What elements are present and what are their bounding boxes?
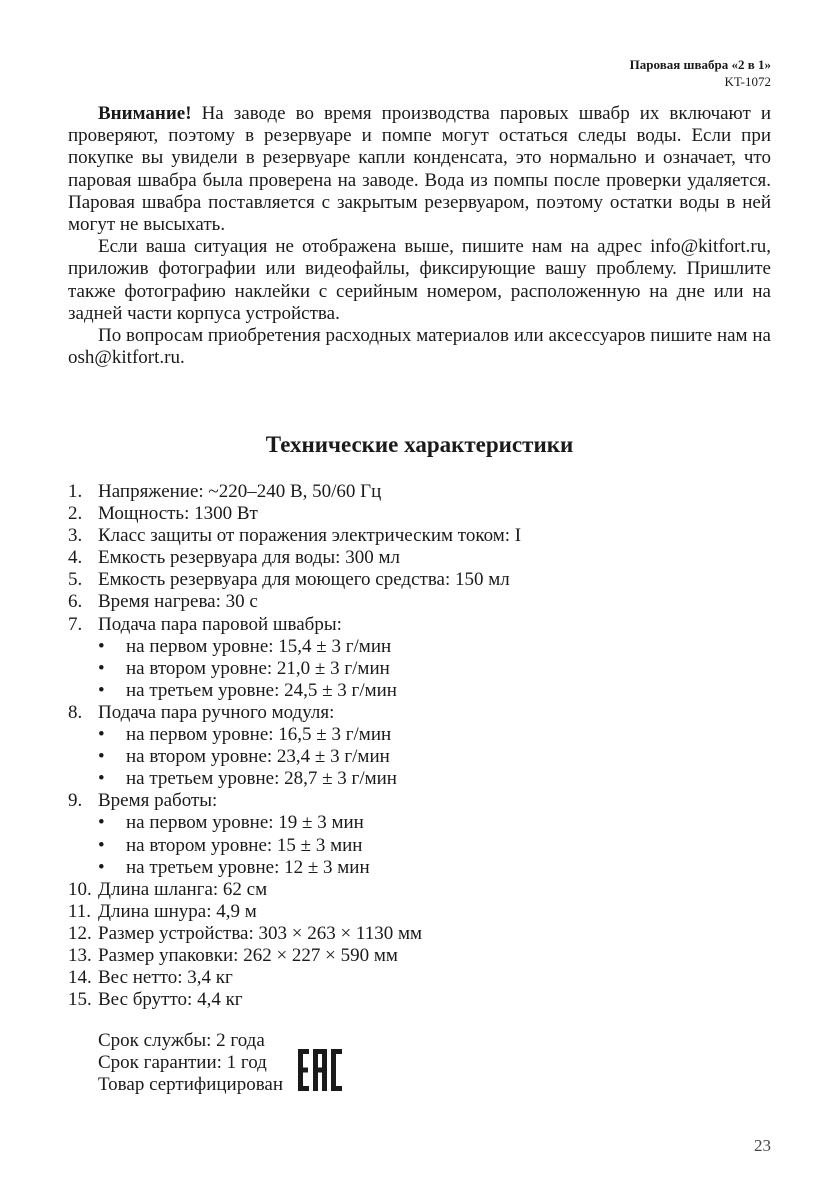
bullet-icon: • bbox=[98, 768, 105, 790]
spec-item bbox=[68, 591, 521, 613]
warranty-period: Срок гарантии: 1 год bbox=[98, 1052, 267, 1074]
spec-sub-item bbox=[68, 724, 521, 746]
spec-text: Класс защиты от поражения электрическим током: I bbox=[98, 525, 522, 547]
spec-sub-text: на первом уровне: 15,4 ± 3 г/мин bbox=[126, 635, 392, 657]
bullet-icon: • bbox=[98, 746, 105, 768]
spec-number: 13. bbox=[68, 944, 92, 966]
spec-item bbox=[68, 481, 521, 503]
spec-text: Размер устройства: 303 × 263 × 1130 мм bbox=[98, 922, 423, 944]
bullet-icon: • bbox=[98, 635, 105, 657]
spec-number: 11. bbox=[68, 900, 92, 922]
spec-number: 2. bbox=[68, 503, 83, 525]
spec-item bbox=[68, 790, 521, 812]
spec-number: 7. bbox=[68, 613, 83, 635]
spec-sub-text: на втором уровне: 21,0 ± 3 г/мин bbox=[126, 657, 390, 679]
spec-sub-text: на втором уровне: 23,4 ± 3 г/мин bbox=[126, 746, 390, 768]
spec-text: Вес нетто: 3,4 кг bbox=[98, 967, 233, 989]
eac-certification-mark-icon bbox=[298, 1049, 342, 1091]
spec-number: 9. bbox=[68, 790, 83, 812]
spec-sub-text: на третьем уровне: 12 ± 3 мин bbox=[126, 856, 370, 878]
attention-paragraph bbox=[68, 103, 771, 236]
spec-item bbox=[68, 702, 521, 724]
bullet-icon: • bbox=[98, 834, 105, 856]
bullet-icon: • bbox=[98, 724, 105, 746]
attention-label: Внимание! bbox=[98, 103, 192, 124]
spec-text: Мощность: 1300 Вт bbox=[98, 503, 258, 525]
spec-sub-item bbox=[68, 746, 521, 768]
spec-sub-text: на третьем уровне: 28,7 ± 3 г/мин bbox=[126, 768, 397, 790]
spec-item bbox=[68, 503, 521, 525]
footer-info bbox=[98, 1030, 283, 1097]
spec-text: Размер упаковки: 262 × 227 × 590 мм bbox=[98, 944, 398, 966]
attention-text: На заводе во время производства паровых швабр их включают и проверяют, поэтому в резервуаре и помпе могут остаться следы воды. Если при покупке вы увидели в резервуаре капли конденсата, это нормально и означает, что паровая швабра была проверена на заводе. Вода из помпы после проверки удаляется. Паровая швабра поставляется с закрытым резервуаром, поэтому остатки воды в ней могут не высыхать. bbox=[68, 103, 771, 236]
model-number: KT-1072 bbox=[724, 74, 771, 89]
spec-sub-item bbox=[68, 812, 521, 834]
spec-item bbox=[68, 569, 521, 591]
spec-text: Время нагрева: 30 с bbox=[98, 591, 258, 613]
spec-number: 4. bbox=[68, 547, 83, 569]
spec-number: 12. bbox=[68, 922, 92, 944]
spec-sub-item bbox=[68, 636, 521, 658]
spec-sub-text: на втором уровне: 15 ± 3 мин bbox=[126, 834, 363, 856]
spec-sub-text: на первом уровне: 16,5 ± 3 г/мин bbox=[126, 724, 392, 746]
certified-label: Товар сертифицирован bbox=[98, 1074, 284, 1096]
spec-text: Емкость резервуара для моющего средства: 150 мл bbox=[98, 569, 510, 591]
spec-sub-text: на третьем уровне: 24,5 ± 3 г/мин bbox=[126, 679, 397, 701]
section-title: Технические характеристики bbox=[265, 432, 574, 457]
intro-text bbox=[68, 103, 771, 369]
spec-text: Время работы: bbox=[98, 790, 218, 812]
spec-number: 6. bbox=[68, 591, 83, 613]
spec-sub-item bbox=[68, 857, 521, 879]
bullet-icon: • bbox=[98, 812, 105, 834]
spec-item bbox=[68, 901, 521, 923]
spec-item bbox=[68, 547, 521, 569]
spec-text: Напряжение: ~220–240 В, 50/60 Гц bbox=[98, 481, 382, 502]
spec-item bbox=[68, 967, 521, 989]
spec-item bbox=[68, 525, 521, 547]
bullet-icon: • bbox=[98, 657, 105, 679]
spec-text: Вес брутто: 4,4 кг bbox=[98, 989, 243, 1011]
spec-sub-item bbox=[68, 835, 521, 857]
page-number: 23 bbox=[754, 1136, 771, 1155]
spec-item bbox=[68, 614, 521, 636]
spec-item bbox=[68, 945, 521, 967]
spec-number: 15. bbox=[68, 989, 92, 1011]
bullet-icon: • bbox=[98, 856, 105, 878]
service-life: Срок службы: 2 года bbox=[98, 1030, 265, 1051]
spec-text: Емкость резервуара для воды: 300 мл bbox=[98, 547, 400, 569]
spec-number: 8. bbox=[68, 701, 83, 723]
spec-sub-item bbox=[68, 768, 521, 790]
spec-number: 1. bbox=[68, 481, 83, 502]
specifications-list bbox=[68, 481, 521, 1011]
spec-text: Подача пара паровой швабры: bbox=[98, 613, 342, 635]
spec-item bbox=[68, 879, 521, 901]
page-header bbox=[630, 56, 771, 90]
spec-sub-item bbox=[68, 658, 521, 680]
product-title: Паровая швабра «2 в 1» bbox=[629, 57, 771, 72]
spec-item bbox=[68, 989, 521, 1011]
bullet-icon: • bbox=[98, 679, 105, 701]
spec-text: Подача пара ручного модуля: bbox=[98, 701, 335, 723]
spec-item bbox=[68, 923, 521, 945]
spec-number: 10. bbox=[68, 878, 92, 900]
spec-number: 3. bbox=[68, 525, 83, 547]
spec-number: 14. bbox=[68, 967, 92, 989]
contact-paragraph: Если ваша ситуация не отображена выше, пишите нам на адрес info@kitfort.ru, приложив фотографии или видеофайлы, фиксирующие вашу проблему. Пришлите также фотографию наклейки с серийным номером, расположенную на дне или на задней части корпуса устройства. bbox=[68, 236, 771, 324]
accessories-paragraph: По вопросам приобретения расходных материалов или аксессуаров пишите нам на osh@kitfort.ru. bbox=[68, 325, 771, 369]
spec-sub-item bbox=[68, 680, 521, 702]
spec-number: 5. bbox=[68, 569, 83, 591]
spec-sub-text: на первом уровне: 19 ± 3 мин bbox=[126, 812, 364, 834]
spec-text: Длина шнура: 4,9 м bbox=[98, 900, 257, 922]
spec-text: Длина шланга: 62 см bbox=[98, 878, 268, 900]
